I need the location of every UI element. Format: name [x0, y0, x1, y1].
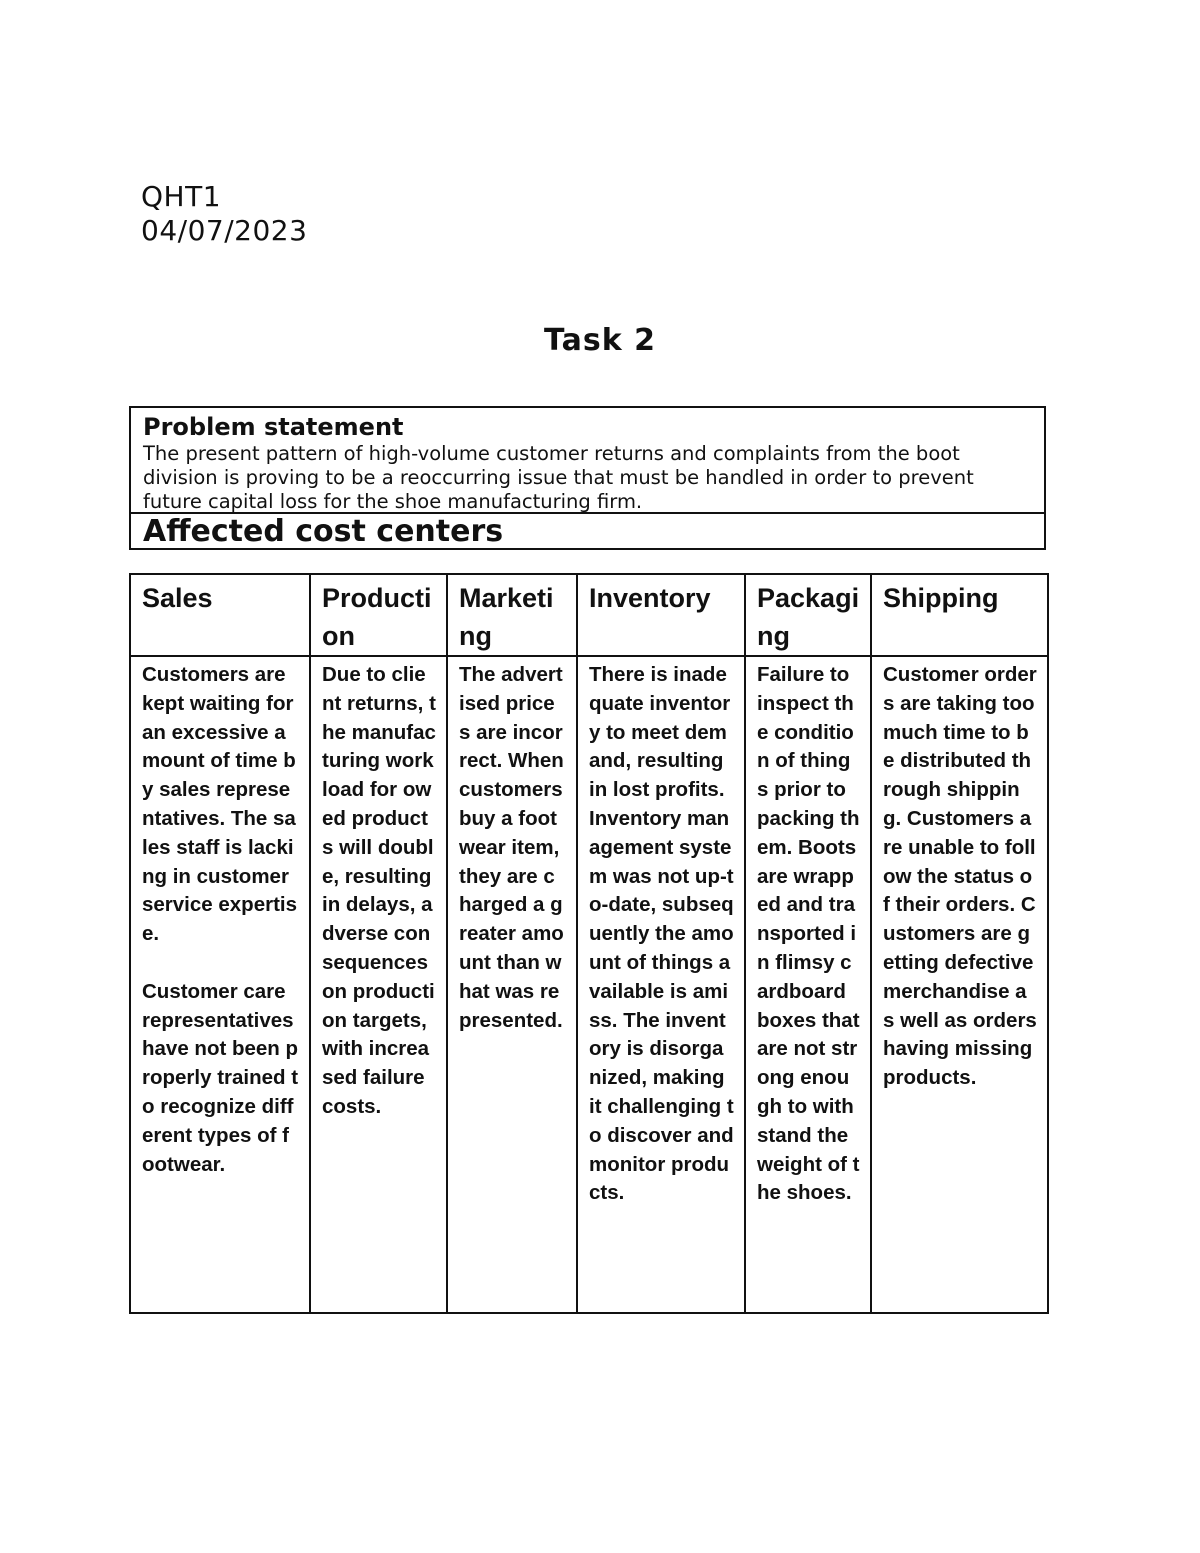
cell-production: Due to client returns, the manufacturing workload for owed products will double, resulting in delays, adverse consequences on production targets, with increased failure costs. — [310, 656, 447, 1313]
affected-cost-centers-heading: Affected cost centers — [143, 514, 504, 549]
affected-cost-centers-box — [129, 512, 1046, 550]
cost-centers-table — [129, 573, 1049, 1314]
cell-inventory: There is inadequate inventory to meet demand, resulting in lost profits. Inventory management system was not up-to-date, subsequently the amount of things available is amiss. The inventory is disorganized, making it challenging to discover and monitor products. — [577, 656, 745, 1313]
problem-statement-box — [129, 406, 1046, 514]
cell-marketing: The advertised prices are incorrect. When customers buy a footwear item, they are charged a greater amount than what was represented. — [447, 656, 577, 1313]
table-header-row — [130, 574, 1048, 656]
column-header-packaging: Packaging — [745, 574, 871, 656]
cell-packaging: Failure to inspect the condition of things prior to packing them. Boots are wrapped and transported in flimsy cardboard boxes that are not strong enough to withstand the weight of the shoes. — [745, 656, 871, 1313]
document-id: QHT1 — [141, 180, 222, 213]
cell-sales: Customers are kept waiting for an excessive amount of time by sales representatives. The sales staff is lacking in customer service expertise. Customer care representatives have not been properly trained to recognize different types of footwear. — [130, 656, 310, 1313]
column-header-marketing: Marketing — [447, 574, 577, 656]
column-header-sales: Sales — [130, 574, 310, 656]
document-date: 04/07/2023 — [141, 214, 308, 247]
table-row — [130, 656, 1048, 1313]
problem-statement-text: The present pattern of high-volume customer returns and complaints from the boot division is proving to be a reoccurring issue that must be handled in order to prevent future capital loss for the shoe manufacturing firm. — [143, 442, 974, 513]
column-header-inventory: Inventory — [577, 574, 745, 656]
task-title: Task 2 — [544, 323, 656, 358]
column-header-shipping: Shipping — [871, 574, 1048, 656]
column-header-production: Production — [310, 574, 447, 656]
cell-shipping: Customer orders are taking too much time to be distributed through shipping. Customers are unable to follow the status of their orders. Customers are getting defective merchandise as well as orders having missing products. — [871, 656, 1048, 1313]
problem-statement-heading: Problem statement — [143, 413, 404, 441]
